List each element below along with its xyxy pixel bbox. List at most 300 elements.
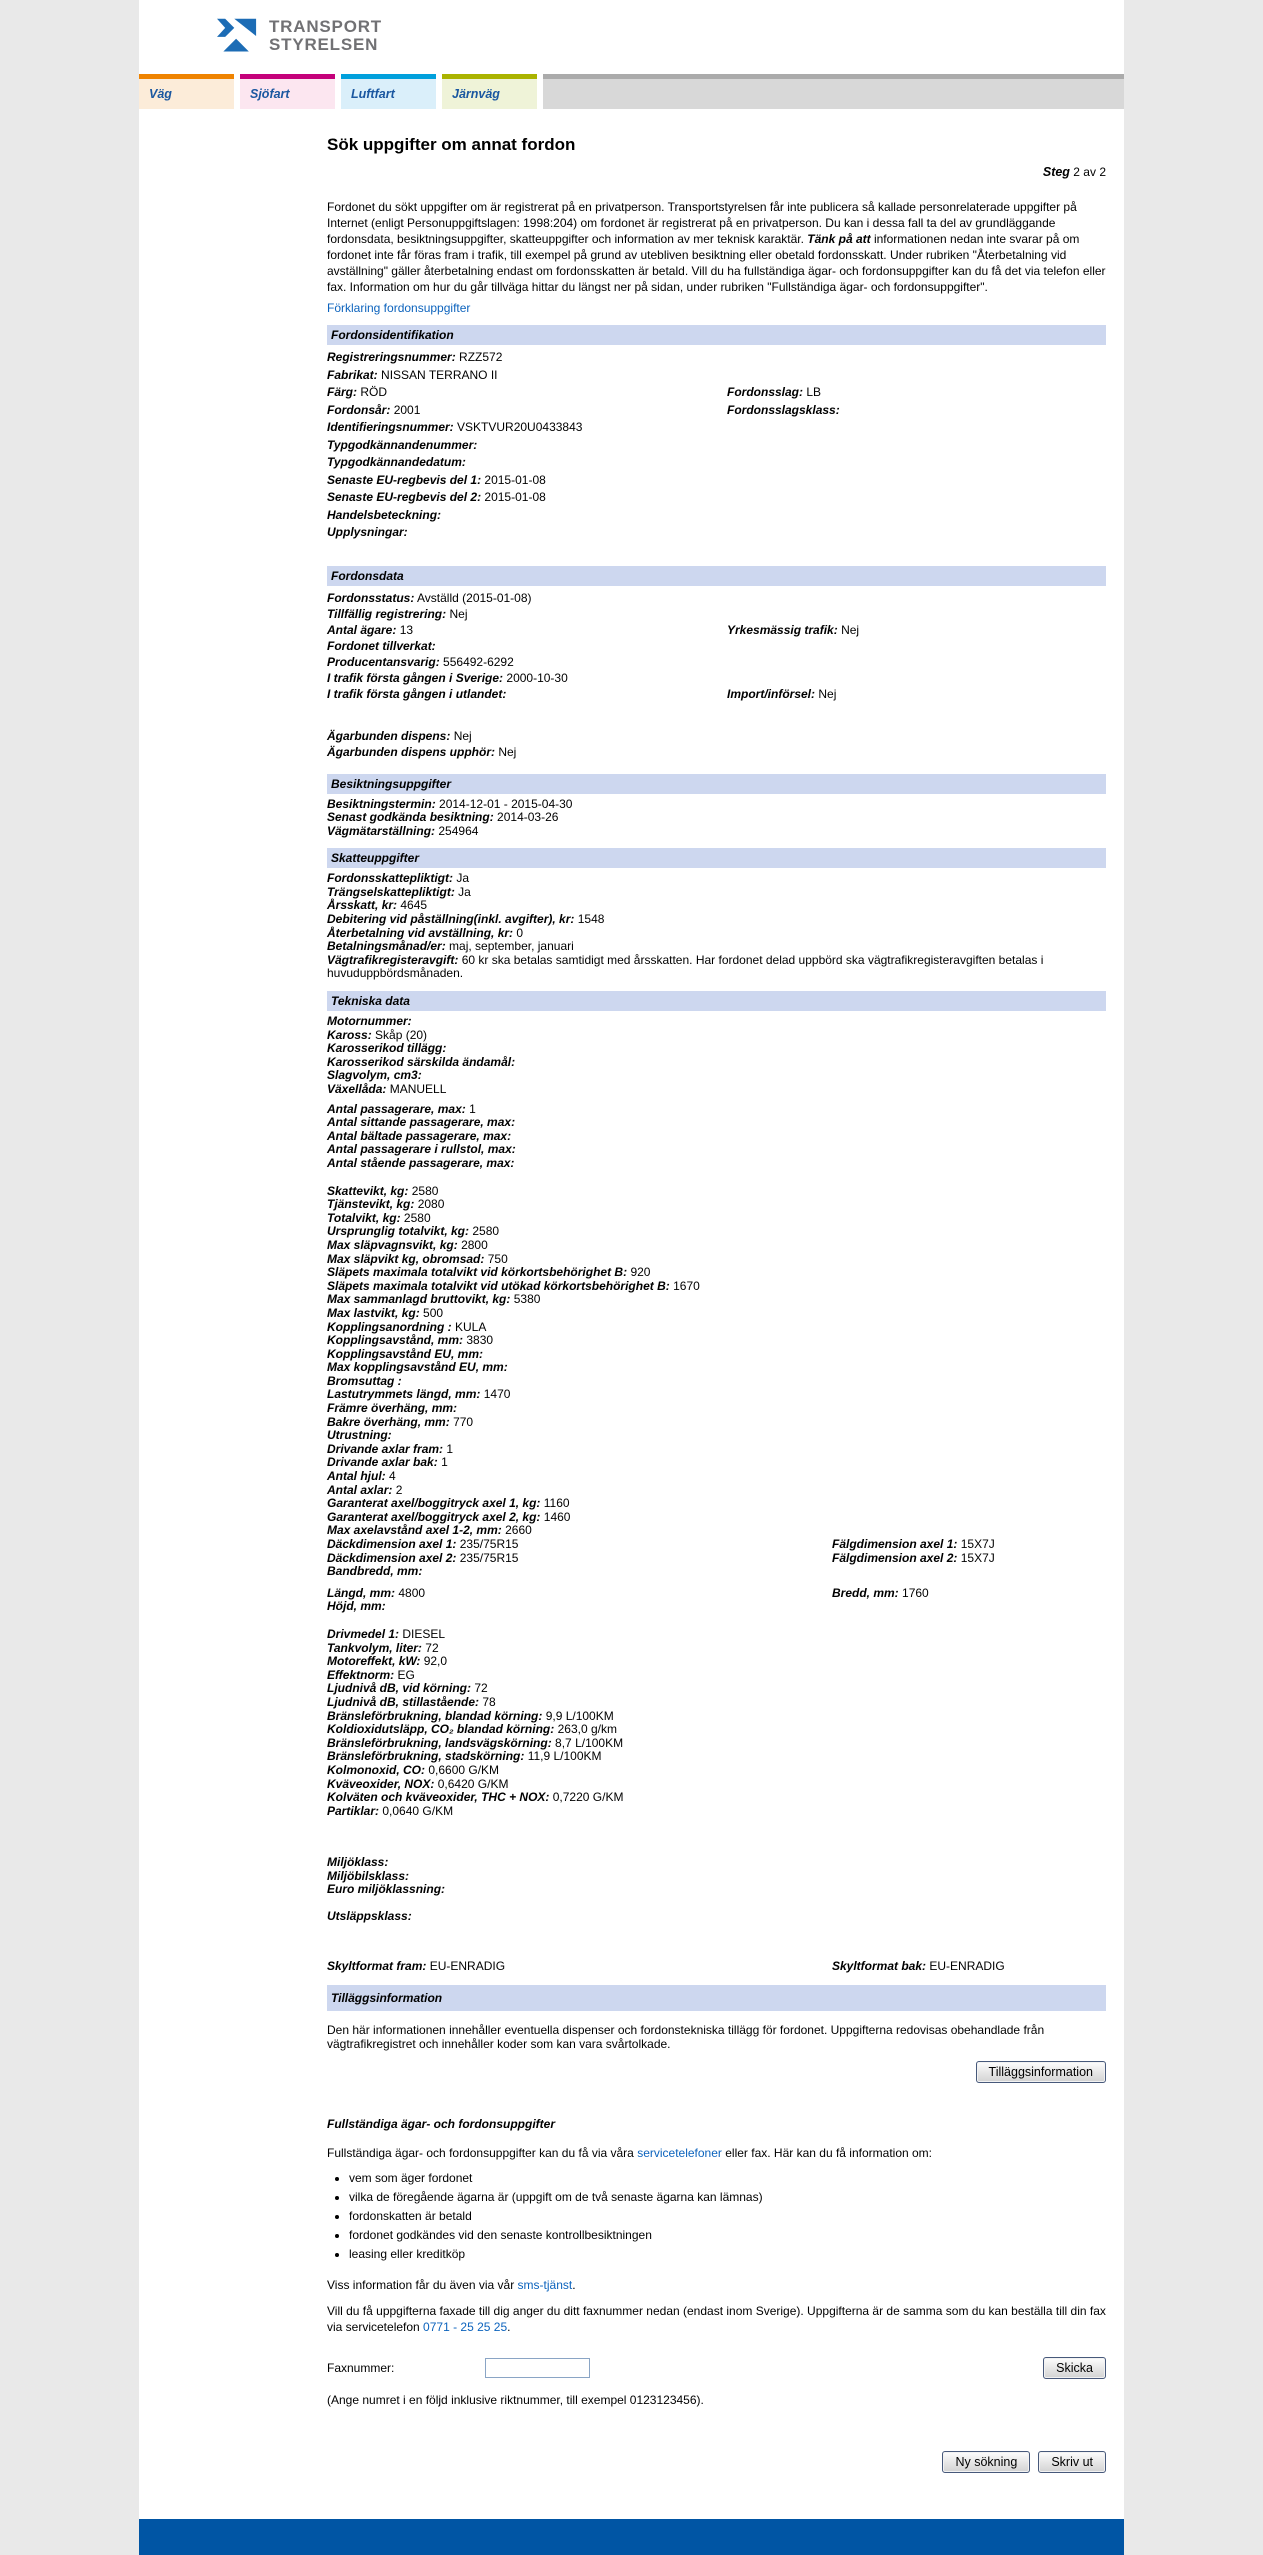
field-label: Vägmätarställning: — [327, 823, 436, 838]
field-row — [327, 402, 1106, 420]
field-row — [327, 1212, 1106, 1226]
field-label: Betalningsmånad/er: — [327, 939, 446, 954]
field-label: Yrkesmässig trafik: — [727, 622, 838, 637]
button-row — [327, 2061, 1106, 2083]
transportstyrelsen-logo-icon — [217, 16, 257, 56]
field-label: Fälgdimension axel 2: — [832, 1550, 958, 1565]
field-row — [327, 1116, 1106, 1130]
field-value: RZZ572 — [459, 350, 503, 364]
field-label: Återbetalning vid avställning, kr: — [327, 925, 514, 940]
field-group — [327, 1587, 1106, 1614]
main-content — [139, 109, 1124, 2473]
field-label: Ägarbunden dispens: — [327, 728, 451, 743]
field-row — [327, 1334, 1106, 1348]
logo-line-2: STYRELSEN — [269, 35, 379, 54]
field-label: Antal bältade passagerare, max: — [327, 1128, 512, 1143]
fax-info-text: Vill du få uppgifterna faxade till dig anger du ditt faxnummer nedan (endast inom Sverige). Uppgifterna är de samma som du kan beställa till din fax via servicetelefon — [327, 2304, 1106, 2335]
field-value: maj, september, januari — [449, 939, 574, 954]
field-label: Främre överhäng, mm: — [327, 1401, 458, 1416]
field-row — [327, 1253, 1106, 1267]
tab-body — [341, 79, 436, 109]
field-value: VSKTVUR20U0433843 — [457, 420, 583, 434]
field-value: 0 — [516, 925, 524, 940]
field-row — [327, 419, 1106, 437]
field-label: Euro miljöklassning: — [327, 1882, 446, 1897]
field-label: Antal passagerare i rullstol, max: — [327, 1142, 516, 1157]
field-value: Nej — [841, 622, 860, 637]
field-value: EG — [397, 1667, 415, 1682]
field-label: Årsskatt, kr: — [327, 898, 398, 913]
field-label: Garanterat axel/boggitryck axel 1, kg: — [327, 1496, 541, 1511]
field-value: Nej — [453, 728, 472, 743]
field-label: Drivande axlar fram: — [327, 1441, 444, 1456]
faxnummer-label: Faxnummer: — [327, 2361, 395, 2376]
section-header: Tekniska data — [327, 991, 1106, 1011]
field-label: Ägarbunden dispens upphör: — [327, 744, 495, 759]
field-row — [327, 1185, 1106, 1199]
field-row — [327, 1029, 1106, 1043]
field-value: 5380 — [513, 1292, 541, 1307]
field-row — [327, 1655, 1106, 1669]
field-row — [327, 437, 1106, 455]
field-value: 0,6600 G/KM — [428, 1762, 500, 1777]
field-row — [327, 1538, 1106, 1552]
field-value: 263,0 g/km — [557, 1722, 617, 1737]
field-label: Totalvikt, kg: — [327, 1210, 401, 1225]
field-value: DIESEL — [402, 1626, 446, 1641]
sms-text: Viss information får du även via vår — [327, 2278, 518, 2293]
field-value: 4800 — [398, 1585, 426, 1600]
bullet-item: • fordonet godkändes vid den senaste kontrollbesiktningen — [349, 2228, 1106, 2242]
field-value: 500 — [423, 1305, 444, 1320]
field-value: EU-ENRADIG — [929, 1958, 1005, 1973]
field-label: Senast godkända besiktning: — [327, 810, 494, 825]
spacer — [327, 838, 1106, 848]
field-row — [327, 825, 1106, 839]
field-group — [327, 1960, 1106, 1974]
field-label: Fordonsstatus: — [327, 590, 415, 605]
field-label: Kaross: — [327, 1027, 372, 1042]
field-col2 — [832, 1552, 995, 1566]
spacer — [327, 1924, 1106, 1960]
field-label: Ursprunglig totalvikt, kg: — [327, 1224, 470, 1239]
field-value: Ja — [456, 871, 470, 886]
field-row — [327, 1056, 1106, 1070]
field-row — [327, 1266, 1106, 1280]
tab-vag[interactable] — [139, 74, 234, 109]
field-value: 770 — [453, 1414, 474, 1429]
field-value: 60 kr ska betalas samtidigt med årsskatten. Har fordonet delad uppbörd ska vägtrafikregisteravgiften betalas i huvuduppbördsmånaden. — [327, 952, 1044, 981]
field-label: Bredd, mm: — [832, 1585, 899, 1600]
field-value: 1670 — [673, 1278, 700, 1293]
field-row — [327, 1293, 1106, 1307]
field-group — [327, 798, 1106, 839]
footer-bar — [139, 2519, 1124, 2555]
field-row — [327, 1225, 1106, 1239]
field-value: 2014-03-26 — [497, 810, 559, 825]
field-label: Fordonsslag: — [727, 385, 804, 399]
field-value: 3830 — [466, 1333, 494, 1348]
field-label: Växellåda: — [327, 1082, 387, 1096]
field-label: Senaste EU-regbevis del 1: — [327, 472, 482, 487]
field-label: Antal stående passagerare, max: — [327, 1155, 515, 1170]
field-row — [327, 1456, 1106, 1470]
field-value: NISSAN TERRANO II — [381, 367, 498, 382]
field-row — [327, 1443, 1106, 1457]
tab-label: Järnväg — [452, 87, 500, 101]
field-label: Skyltformat bak: — [832, 1958, 927, 1973]
field-value: EU-ENRADIG — [429, 1958, 506, 1973]
field-label: Antal ägare: — [327, 622, 397, 637]
field-value: 1 — [446, 1441, 454, 1456]
field-row — [327, 489, 1106, 507]
field-row — [327, 524, 1106, 542]
field-value: 2800 — [461, 1237, 488, 1252]
field-value: 235/75R15 — [459, 1550, 519, 1565]
field-col2 — [727, 622, 859, 638]
intro-text-after: informationen nedan inte svarar på om fordonet inte får föras fram i trafik, till exempel på grund av utebliven besiktning eller obetald fordonsskatt. Under rubriken "Återbetalning vid avställning" gäller återbetalning endast om fordonsskatten är betald. Vill du ha fullständiga ägar- och fordonsuppgifter kan du få det via telefon eller fax. Information om hur du går tillväga hittar du längst ner på sidan, under rubriken "Fullständiga ägar- och fordonsuppgifter". — [327, 232, 1106, 294]
spacer — [327, 760, 1106, 774]
field-row — [327, 1239, 1106, 1253]
owner-info-list — [349, 2171, 1106, 2261]
intro-bold-text: Tänk på att — [807, 232, 871, 246]
field-row — [327, 654, 1106, 670]
section-header: Tilläggsinformation — [327, 1985, 1106, 2011]
spacer — [327, 1818, 1106, 1856]
field-group — [327, 1910, 1106, 1924]
field-row — [327, 1791, 1106, 1805]
field-row — [327, 1552, 1106, 1566]
field-value: Skåp (20) — [375, 1027, 428, 1042]
field-row — [327, 872, 1106, 886]
field-label: Partiklar: — [327, 1803, 380, 1818]
field-label: Max släpvikt kg, obromsad: — [327, 1251, 485, 1266]
field-row — [327, 798, 1106, 812]
field-label: I trafik första gången i Sverige: — [327, 670, 504, 685]
field-label: Skattevikt, kg: — [327, 1183, 409, 1198]
field-label: Släpets maximala totalvikt vid körkortsbehörighet B: — [327, 1265, 628, 1280]
field-row — [327, 590, 1106, 606]
field-row — [327, 1103, 1106, 1117]
field-row — [327, 1805, 1106, 1819]
field-row — [327, 927, 1106, 941]
field-row — [327, 940, 1106, 954]
field-row — [327, 1524, 1106, 1538]
field-label: Vägtrafikregisteravgift: — [327, 952, 459, 967]
field-label: Tjänstevikt, kg: — [327, 1197, 415, 1212]
field-value: 2015-01-08 — [484, 472, 546, 487]
field-row — [327, 686, 1106, 702]
field-row — [327, 1856, 1106, 1870]
field-value: 78 — [482, 1694, 496, 1709]
field-col2 — [727, 686, 836, 702]
field-label: Kopplingsanordning : — [327, 1319, 452, 1334]
field-value: RÖD — [360, 385, 388, 399]
spacer — [327, 1614, 1106, 1628]
field-label: Kolmonoxid, CO: — [327, 1762, 425, 1777]
field-row — [327, 1130, 1106, 1144]
field-row — [327, 1143, 1106, 1157]
field-label: Antal hjul: — [327, 1469, 386, 1484]
vehicle-fields — [327, 325, 1106, 2083]
field-row — [327, 670, 1106, 686]
field-value: Ja — [458, 884, 471, 899]
field-value: Nej — [449, 606, 468, 621]
field-row — [327, 1764, 1106, 1778]
field-value: 4645 — [400, 898, 428, 913]
field-row — [327, 1015, 1106, 1029]
fax-info-paragraph — [327, 2303, 1106, 2335]
field-row — [327, 1375, 1106, 1389]
field-label: Däckdimension axel 1: — [327, 1537, 457, 1551]
field-row — [327, 1388, 1106, 1402]
field-col2 — [832, 1538, 995, 1552]
field-group — [327, 1628, 1106, 1818]
field-row — [327, 1429, 1106, 1443]
field-label: Utrustning: — [327, 1428, 392, 1443]
tab-sjofart[interactable] — [240, 74, 335, 109]
field-row — [327, 1723, 1106, 1737]
field-row — [327, 744, 1106, 760]
field-value: 1760 — [902, 1585, 929, 1600]
page-title: Sök uppgifter om annat fordon — [327, 135, 576, 154]
field-row — [327, 899, 1106, 913]
field-value: 92,0 — [423, 1654, 448, 1669]
logo-line-1: TRANSPORT — [269, 17, 382, 36]
field-row — [327, 1083, 1106, 1097]
field-row — [327, 1910, 1106, 1924]
field-row — [327, 1416, 1106, 1430]
servicetelefon-number-link[interactable]: 0771 - 25 25 25 — [423, 2320, 508, 2335]
field-label: Tillfällig registrering: — [327, 606, 447, 621]
field-label: Skyltformat fram: — [327, 1958, 427, 1973]
bullet-item: • vem som äger fordonet — [349, 2171, 1106, 2185]
content-card — [139, 0, 1124, 2555]
bullet-item: • fordonskatten är betald — [349, 2209, 1106, 2223]
field-value: 920 — [630, 1265, 651, 1280]
field-value: Avställd (2015-01-08) — [417, 590, 532, 605]
field-label: Kopplingsavstånd, mm: — [327, 1333, 464, 1348]
field-value: 556492-6292 — [443, 654, 514, 669]
field-row — [327, 811, 1106, 825]
field-value: 1548 — [577, 912, 605, 927]
field-group — [327, 349, 1106, 542]
sms-paragraph — [327, 2277, 1106, 2293]
field-label: Bromsuttag : — [327, 1373, 402, 1388]
field-label: Bränsleförbrukning, landsvägskörning: — [327, 1735, 552, 1750]
section-header: Fordonsdata — [327, 566, 1106, 586]
field-row — [327, 913, 1106, 927]
field-value: 2580 — [472, 1224, 500, 1239]
field-row — [327, 1042, 1106, 1056]
tab-body — [240, 79, 335, 109]
field-label: Höjd, mm: — [327, 1599, 386, 1614]
field-label: Registreringsnummer: — [327, 350, 456, 364]
field-row — [327, 1307, 1106, 1321]
field-value: 4 — [389, 1469, 396, 1484]
fax-form-row — [327, 2357, 1106, 2379]
fax-info-text-after: . — [507, 2320, 511, 2335]
sms-text-after: . — [572, 2278, 576, 2293]
field-label: Miljöbilsklass: — [327, 1868, 410, 1883]
field-label: I trafik första gången i utlandet: — [327, 686, 507, 701]
bullet-item: • vilka de föregående ägarna är (uppgift om de två senaste ägarna kan lämnas) — [349, 2190, 1106, 2204]
servicetelefoner-link[interactable]: servicetelefoner — [637, 2146, 722, 2161]
intro-paragraph — [327, 199, 1106, 295]
field-label: Karosserikod tillägg: — [327, 1041, 447, 1056]
field-label: Kopplingsavstånd EU, mm: — [327, 1346, 484, 1361]
field-label: Max släpvagnsvikt, kg: — [327, 1237, 458, 1252]
field-label: Koldioxidutsläpp, CO₂ blandad körning: — [327, 1722, 555, 1737]
spacer — [327, 1897, 1106, 1910]
tab-luftfart[interactable] — [341, 74, 436, 109]
field-label: Fabrikat: — [327, 367, 378, 382]
step-value: 2 av 2 — [1073, 165, 1106, 179]
field-label: Garanterat axel/boggitryck axel 2, kg: — [327, 1509, 541, 1524]
field-row — [327, 507, 1106, 525]
field-row — [327, 1280, 1106, 1294]
field-label: Bränsleförbrukning, blandad körning: — [327, 1708, 543, 1723]
field-row — [327, 1470, 1106, 1484]
field-row — [327, 1157, 1106, 1171]
info-paragraph: Den här informationen innehåller eventuella dispenser och fordonstekniska tillägg för fordonet. Uppgifterna redovisas obehandlade från vägtrafikregistret och innehåller koder som kan vara svårtolkade. — [327, 2023, 1045, 2052]
field-row — [327, 472, 1106, 490]
field-row — [327, 954, 1106, 981]
field-group — [327, 728, 1106, 760]
field-row — [327, 384, 1106, 402]
field-value: 13 — [399, 622, 414, 637]
field-value: 0,7220 G/KM — [552, 1790, 624, 1805]
owner-intro-text: Fullständiga ägar- och fordonsuppgifter kan du få via våra — [327, 2146, 638, 2161]
field-value: 2001 — [393, 402, 421, 417]
field-label: Motoreffekt, kW: — [327, 1654, 421, 1669]
skriv-ut-button[interactable]: Skriv ut — [1038, 2451, 1106, 2473]
field-row — [327, 1750, 1106, 1764]
field-row — [327, 1497, 1106, 1511]
field-value: 9,9 L/100KM — [545, 1708, 614, 1723]
field-label: Kväveoxider, NOX: — [327, 1776, 435, 1791]
tab-body — [139, 79, 234, 109]
field-label: Typgodkännandedatum: — [327, 455, 466, 469]
field-value: 2580 — [403, 1210, 431, 1225]
field-value: 1 — [469, 1101, 476, 1116]
field-value: 11,9 L/100KM — [527, 1749, 602, 1764]
field-row — [327, 1642, 1106, 1656]
field-row — [327, 1198, 1106, 1212]
field-value: 2580 — [411, 1183, 439, 1198]
tab-label: Sjöfart — [250, 87, 290, 101]
field-label: Bakre överhäng, mm: — [327, 1414, 450, 1429]
field-label: Antal sittande passagerare, max: — [327, 1115, 516, 1130]
owner-intro-paragraph — [327, 2145, 1106, 2161]
transportstyrelsen-logo — [217, 16, 382, 56]
field-label: Fordonet tillverkat: — [327, 638, 436, 653]
field-label: Antal axlar: — [327, 1482, 393, 1497]
field-label: Max sammanlagd bruttovikt, kg: — [327, 1292, 511, 1307]
field-label: Karosserikod särskilda ändamål: — [327, 1054, 516, 1069]
field-label: Drivande axlar bak: — [327, 1455, 438, 1470]
sms-service-link[interactable]: sms-tjänst — [517, 2278, 573, 2293]
field-label: Drivmedel 1: — [327, 1626, 400, 1641]
spacer — [327, 981, 1106, 991]
field-row — [327, 1484, 1106, 1498]
field-group — [327, 1185, 1106, 1579]
field-row — [327, 349, 1106, 367]
field-label: Bränsleförbrukning, stadskörning: — [327, 1749, 525, 1764]
field-value: 8,7 L/100KM — [555, 1735, 624, 1750]
field-row — [327, 1710, 1106, 1724]
tillaggsinformation-button[interactable]: Tilläggsinformation — [976, 2061, 1106, 2083]
section-header: Skatteuppgifter — [327, 848, 1106, 868]
tab-body — [442, 79, 537, 109]
field-row — [327, 886, 1106, 900]
field-row — [327, 1737, 1106, 1751]
field-row — [327, 1511, 1106, 1525]
field-label: Upplysningar: — [327, 525, 408, 539]
field-value: 750 — [487, 1251, 508, 1266]
ny-sokning-button[interactable]: Ny sökning — [942, 2451, 1030, 2473]
field-value: 2080 — [417, 1197, 445, 1212]
field-label: Fordonsår: — [327, 402, 391, 417]
section-header: Besiktningsuppgifter — [327, 774, 1106, 794]
tab-jarnvag[interactable] — [442, 74, 537, 109]
field-label: Längd, mm: — [327, 1585, 395, 1600]
field-label: Ljudnivå dB, stillastående: — [327, 1694, 480, 1709]
field-value: 2000-10-30 — [506, 670, 568, 685]
field-value: 1 — [441, 1455, 448, 1470]
owner-info-heading: Fullständiga ägar- och fordonsuppgifter — [327, 2117, 555, 2132]
field-row — [327, 1069, 1106, 1083]
field-label: Däckdimension axel 2: — [327, 1550, 457, 1565]
field-row — [327, 1870, 1106, 1884]
spacer — [327, 2051, 1106, 2061]
spacer — [327, 1973, 1106, 1985]
tabbar-filler — [543, 74, 1124, 109]
field-label: Producentansvarig: — [327, 654, 440, 669]
field-group — [327, 1856, 1106, 1897]
field-group — [327, 872, 1106, 981]
field-row — [327, 1348, 1106, 1362]
field-col2 — [832, 1587, 929, 1601]
field-label: Utsläppsklass: — [327, 1909, 412, 1924]
field-label: Ljudnivå dB, vid körning: — [327, 1681, 471, 1696]
skicka-button[interactable]: Skicka — [1043, 2357, 1106, 2379]
field-label: Typgodkännandenummer: — [327, 437, 478, 452]
tabbar — [139, 74, 1124, 109]
site-header — [139, 0, 1124, 74]
field-row — [327, 367, 1106, 385]
explain-vehicle-data-link[interactable]: Förklaring fordonsuppgifter — [327, 301, 471, 315]
field-col2 — [727, 402, 840, 420]
field-value: 1460 — [543, 1509, 571, 1524]
field-row — [327, 1883, 1106, 1897]
faxnummer-input[interactable] — [485, 2358, 590, 2378]
field-row — [327, 1696, 1106, 1710]
field-label: Handelsbeteckning: — [327, 507, 442, 522]
field-label: Antal passagerare, max: — [327, 1101, 466, 1116]
field-label: Motornummer: — [327, 1014, 412, 1029]
owner-intro-text-after: eller fax. Här kan du få information om: — [721, 2146, 932, 2161]
field-row — [327, 1682, 1106, 1696]
fax-note: (Ange numret i en följd inklusive riktnummer, till exempel 0123123456). — [327, 2393, 704, 2408]
field-row — [327, 1565, 1106, 1579]
field-value: 15X7J — [960, 1550, 995, 1565]
field-label: Lastutrymmets längd, mm: — [327, 1387, 481, 1402]
field-value: 0,0640 G/KM — [382, 1803, 454, 1818]
field-value: Nej — [498, 744, 517, 759]
field-label: Effektnorm: — [327, 1667, 395, 1682]
bottom-actions — [327, 2451, 1106, 2473]
